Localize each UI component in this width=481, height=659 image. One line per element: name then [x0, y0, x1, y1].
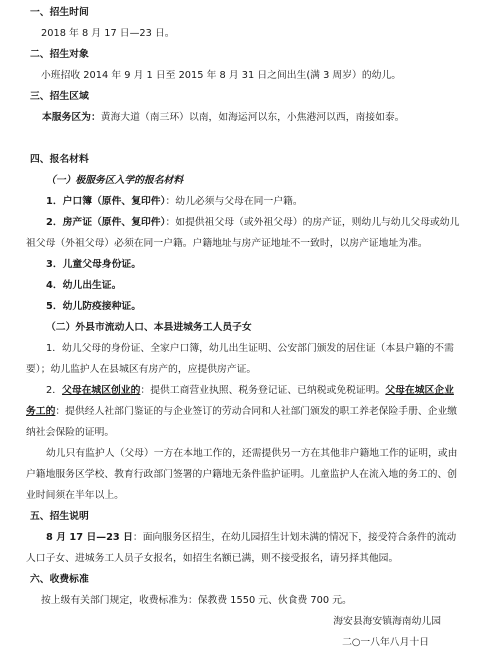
material-item-5: 5．幼儿防疫接种证。 [46, 301, 141, 312]
section-title-fees: 六、收费标准 [30, 574, 89, 585]
material-item-2: 2．房产证（原件、复印件）：如提供祖父母（或外祖父母）的房产证，则幼儿与幼儿父母或幼儿祖父母（外祖父母）必须在同一户籍。户籍地址与房产证地址不一致时，以房产证地址为准。 [26, 217, 460, 249]
section-title-area: 三、招生区域 [30, 91, 89, 102]
section-title-notes: 五、招生说明 [30, 511, 89, 522]
footer-date: 二○一八年八月十日 [342, 637, 429, 648]
area-text: 黄海大道（南三环）以南，如海运河以东，小焦港河以西，南接如泰。 [100, 112, 405, 123]
notes-paragraph: 8 月 17 日—23 日：面向服务区招生，在幼儿园招生计划未满的情况下，接受符合条件的流动人口子女、进城务工人员子女报名，如招生名额已满，则不接受报名，请另择其他园。 [26, 532, 457, 564]
material-item-4: 4．幼儿出生证。 [46, 280, 122, 291]
enroll-target-text: 小班招收 2014 年 9 月 1 日至 2015 年 8 月 31 日之间出生(满 3 周岁）的幼儿。 [41, 70, 402, 81]
materials-sub-2: （二）外县市流动人口、本县进城务工人员子女 [46, 322, 252, 333]
section-title-target: 二、招生对象 [30, 49, 89, 60]
materials-para-2: 2．父母在城区创业的：提供工商营业执照、税务登记证、已纳税或免税证明。父母在城区企业务工的：提供经人社部门鉴证的与企业签订的劳动合同和人社部门颁发的职工养老保险手册、企业缴纳社会保险的证明。 [26, 385, 458, 438]
section-title-time: 一、招生时间 [30, 7, 89, 18]
area-label: 本服务区为： [42, 112, 101, 123]
materials-sub-1: （一）极服务区入学的报名材料 [46, 175, 184, 186]
materials-para-3: 幼儿只有监护人（父母）一方在本地工作的，还需提供另一方在其他非户籍地工作的证明，或由户籍地服务区学校、教育行政部门签署的户籍地无条件监护证明。儿童监护人在流入地的务工的、创业时间须在半年以上。 [26, 448, 458, 501]
material-item-3: 3．儿童父母身份证。 [46, 259, 141, 270]
section-title-materials: 四、报名材料 [30, 154, 89, 165]
fees-text: 按上级有关部门规定，收费标准为：保教费 1550 元、伙食费 700 元。 [41, 595, 352, 606]
enroll-time-text: 2018 年 8 月 17 日—23 日。 [41, 28, 175, 39]
material-item-1: 1．户口簿（原件、复印件）：幼儿必须与父母在同一户籍。 [46, 196, 303, 207]
footer-org: 海安县海安镇海南幼儿园 [333, 616, 441, 627]
area-paragraph [28, 107, 463, 128]
materials-para-1: 1．幼儿父母的身份证、全家户口簿，幼儿出生证明、公安部门颁发的居住证（本县户籍的不需要）；幼儿监护人在县城区有房产的，应提供房产证。 [26, 343, 454, 375]
